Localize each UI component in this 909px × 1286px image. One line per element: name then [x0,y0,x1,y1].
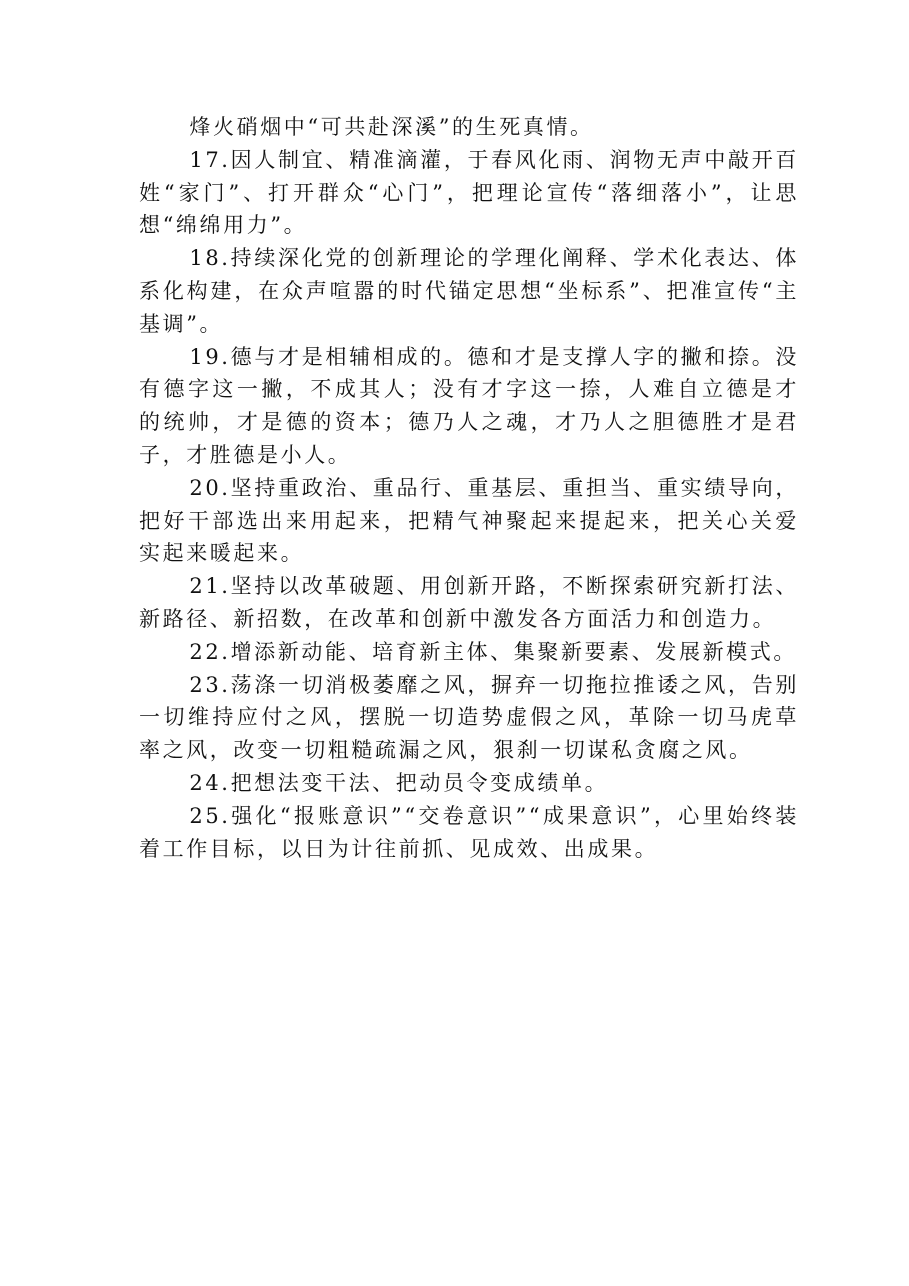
paragraph-22: 22.增添新动能、培育新主体、集聚新要素、发展新模式。 [189,639,797,664]
paragraph-25: 25.强化“报账意识”“交卷意识”“成果意识”，心里始终装着工作目标，以日为计往前抓、见成效、出成果。 [139,803,799,861]
paragraph-17: 17.因人制宜、精准滴灌，于春风化雨、润物无声中敲开百姓“家门”、打开群众“心门”，把理论宣传“落细落小”，让思想“绵绵用力”。 [139,147,799,238]
paragraph-23: 23.荡涤一切消极萎靡之风，摒弃一切拖拉推诿之风，告别一切维持应付之风，摆脱一切造势虚假之风，革除一切马虎草率之风，改变一切粗糙疏漏之风，狠刹一切谋私贪腐之风。 [139,672,799,763]
paragraph-24: 24.把想法变干法、把动员令变成绩单。 [189,770,609,795]
paragraph-18: 18.持续深化党的创新理论的学理化阐释、学术化表达、体系化构建，在众声喧嚣的时代锚定思想“坐标系”、把准宣传“主基调”。 [139,246,799,336]
document-body [139,111,799,865]
paragraph-21: 21.坚持以改革破题、用创新开路，不断探索研究新打法、新路径、新招数，在改革和创新中激发各方面活力和创造力。 [139,574,799,631]
paragraph-continued: 烽火硝烟中“可共赴深溪”的生死真情。 [189,115,594,139]
paragraph-19: 19.德与才是相辅相成的。德和才是支撑人字的撇和捺。没有德字这一撇，不成其人；没有才字这一捺，人难自立德是才的统帅，才是德的资本；德乃人之魂，才乃人之胆德胜才是君子，才胜德是小人。 [139,344,799,467]
paragraph-20: 20.坚持重政治、重品行、重基层、重担当、重实绩导向，把好干部选出来用起来，把精气神聚起来提起来，把关心关爱实起来暖起来。 [139,475,799,566]
